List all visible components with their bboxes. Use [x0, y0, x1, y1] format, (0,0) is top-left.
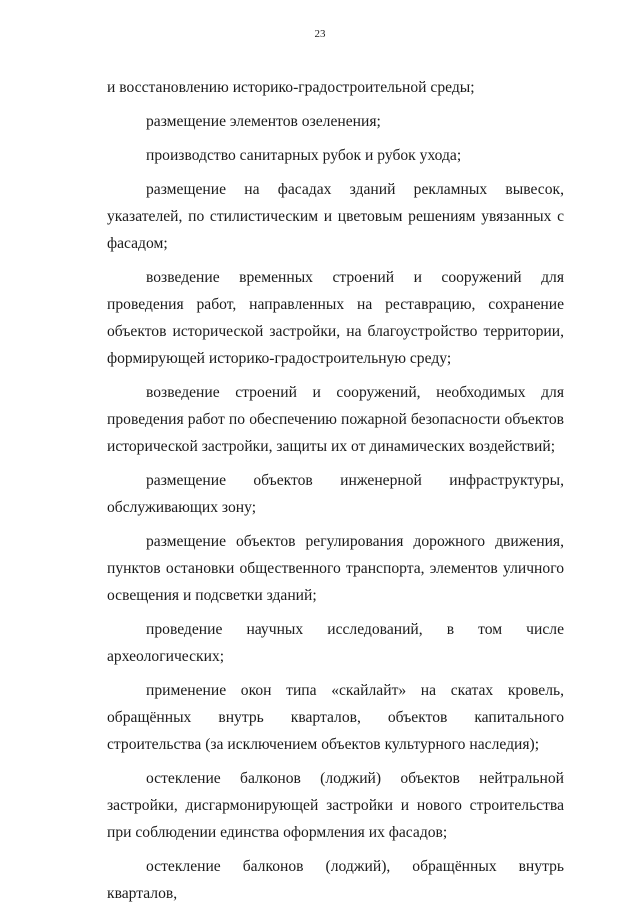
page-number: 23 — [314, 28, 326, 40]
paragraph: возведение временных строений и сооружений для проведения работ, направленных на реставрацию, сохранение объектов исторической застройки, на благоустройство территории, формирующей историко-градостроительную среду; — [107, 269, 564, 367]
body-text — [107, 74, 564, 907]
paragraph: возведение строений и сооружений, необходимых для проведения работ по обеспечению пожарной безопасности объектов исторической застройки, защиты их от динамических воздействий; — [107, 384, 564, 455]
paragraph: проведение научных исследований, в том числе археологических; — [107, 621, 564, 665]
paragraph: размещение объектов инженерной инфраструктуры, обслуживающих зону; — [107, 472, 564, 516]
paragraph-continued: остекление балконов (лоджий), обращённых внутрь кварталов, — [107, 858, 564, 902]
paragraph: размещение объектов регулирования дорожного движения, пунктов остановки общественного транспорта, элементов уличного освещения и подсветки зданий; — [107, 533, 564, 604]
paragraph-continuation: и восстановлению историко-градостроительной среды; — [107, 79, 475, 96]
paragraph: остекление балконов (лоджий) объектов нейтральной застройки, дисгармонирующей застройки и нового строительства при соблюдении единства оформления их фасадов; — [107, 770, 564, 841]
paragraph: производство санитарных рубок и рубок ухода; — [146, 147, 462, 164]
paragraph: размещение элементов озеленения; — [146, 113, 381, 130]
paragraph: размещение на фасадах зданий рекламных вывесок, указателей, по стилистическим и цветовым решениям увязанных с фасадом; — [107, 181, 564, 252]
paragraph: применение окон типа «скайлайт» на скатах кровель, обращённых внутрь кварталов, объектов капитального строительства (за исключением объектов культурного наследия); — [107, 682, 564, 753]
